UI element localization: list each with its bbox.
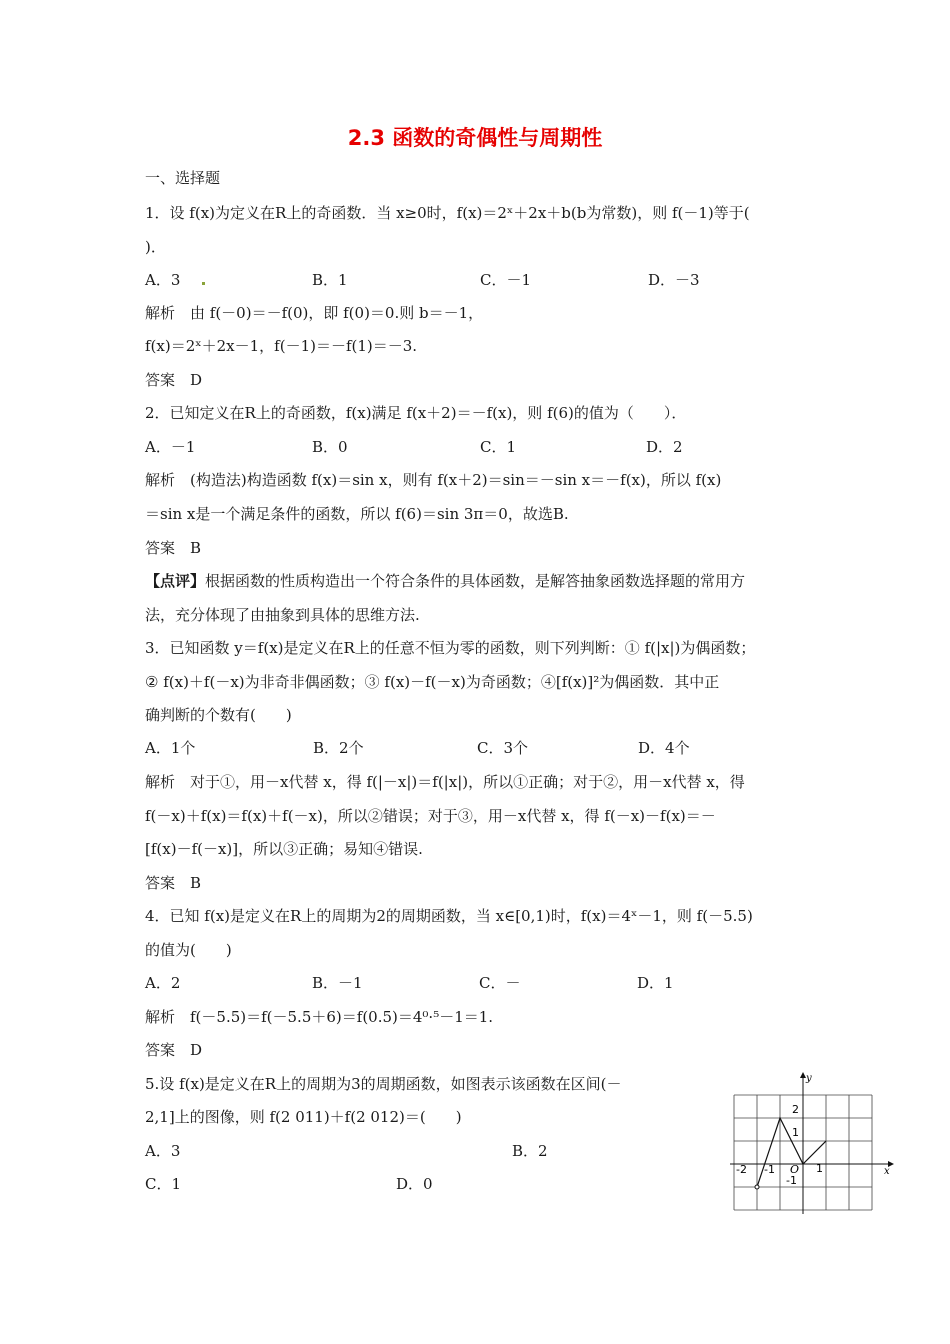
q5-stem-line2: 2,1]上的图像，则 f(2 011)＋f(2 012)＝( ) [145,1108,462,1126]
q3-stem-line1: 3．已知函数 y＝f(x)是定义在R上的任意不恒为零的函数，则下列判断：① f(|x|)为偶函数； [145,639,756,657]
q1-option-b: B．1 [312,271,348,289]
q2-comment-line2: 法，充分体现了由抽象到具体的思维方法. [145,606,420,624]
q4-stem-line1: 4．已知 f(x)是定义在R上的周期为2的周期函数，当 x∈[0,1)时，f(x)＝4ˣ－1，则 f(－5.5) [145,907,753,925]
q2-option-a: A．－1 [145,438,196,456]
y-tick-neg1: -1 [786,1174,797,1187]
q2-answer: 答案 B [145,539,202,557]
origin-label: O [790,1163,800,1176]
y-tick-1: 1 [792,1126,799,1139]
q3-option-a: A．1个 [145,739,196,757]
q1-stem-line2: )． [145,238,166,256]
x-tick-neg2: -2 [736,1163,747,1176]
q3-stem-line2: ② f(x)＋f(－x)为非奇非偶函数；③ f(x)－f(－x)为奇函数；④[f(x)]²为偶函数．其中正 [145,673,720,691]
q4-solution: 解析 f(－5.5)＝f(－5.5＋6)＝f(0.5)＝4⁰·⁵－1＝1. [145,1008,494,1026]
x-tick-neg1: -1 [764,1163,775,1176]
page-title: 2.3 函数的奇偶性与周期性 [347,126,603,150]
q5-option-a: A．3 [145,1142,181,1160]
section-heading: 一、选择题 [145,169,221,187]
q3-answer: 答案 B [145,874,202,892]
q1-option-c: C．－1 [480,271,532,289]
q3-solution-line2: f(－x)＋f(x)＝f(x)＋f(－x)，所以②错误；对于③，用－x代替 x，得 f(－x)－f(x)＝－ [145,807,716,825]
q5-option-d: D．0 [396,1175,433,1193]
q2-option-c: C．1 [480,438,517,456]
y-axis-label: y [806,1073,812,1084]
q2-option-d: D．2 [646,438,683,456]
q2-option-b: B．0 [312,438,348,456]
q2-stem: 2．已知定义在R上的奇函数，f(x)满足 f(x＋2)＝－f(x)，则 f(6)的值为（ ）． [145,404,687,422]
q2-solution-line1: 解析 (构造法)构造函数 f(x)＝sin x，则有 f(x＋2)＝sin＝－sin x＝－f(x)，所以 f(x) [145,471,722,489]
q3-option-c: C．3个 [477,739,529,757]
q5-option-c: C．1 [145,1175,182,1193]
y-tick-2: 2 [792,1103,799,1116]
q3-solution-line3: [f(x)－f(－x)]，所以③正确；易知④错误. [145,840,423,858]
q4-stem-line2: 的值为( ) [145,941,232,959]
q3-stem-line3: 确判断的个数有( ) [145,706,292,724]
q2-solution-line2: ＝sin x是一个满足条件的函数，所以 f(6)＝sin 3π＝0，故选B. [145,505,569,523]
comment-tag: 【点评】 [145,572,206,590]
x-tick-1: 1 [816,1162,823,1175]
q1-solution-line1: 解析 由 f(－0)＝－f(0)，即 f(0)＝0.则 b＝－1， [145,304,484,322]
x-axis-label: x [884,1166,890,1177]
q3-option-b: B．2个 [313,739,364,757]
q2-comment-line1 [145,571,745,591]
q3-option-d: D．4个 [638,739,690,757]
q5-option-b: B．2 [512,1142,548,1160]
q4-option-b: B．－1 [312,974,363,992]
q4-answer: 答案 D [145,1041,203,1059]
q5-stem-line1: 5.设 f(x)是定义在R上的周期为3的周期函数，如图表示该函数在区间(－ [145,1075,622,1093]
q1-option-a: A．3 [145,271,181,289]
endpoint-open-circle [755,1185,759,1189]
q4-option-d: D．1 [637,974,674,992]
comment-text: 根据函数的性质构造出一个符合条件的具体函数，是解答抽象函数选择题的常用方 [205,572,746,590]
q1-answer: 答案 D [145,371,203,389]
q1-solution-line2: f(x)＝2ˣ＋2x－1，f(－1)＝－f(1)＝－3. [145,337,418,355]
q1-stem-line1: 1．设 f(x)为定义在R上的奇函数．当 x≥0时，f(x)＝2ˣ＋2x＋b(b为常数)，则 f(－1)等于( [145,204,750,222]
q4-option-c: C．－ [479,974,521,992]
function-graph [728,1070,898,1215]
q1-option-d: D．－3 [648,271,700,289]
q3-solution-line1: 解析 对于①，用－x代替 x，得 f(|－x|)＝f(|x|)，所以①正确；对于②，用－x代替 x，得 [145,773,745,791]
decorative-dot [202,282,205,285]
q4-option-a: A．2 [145,974,181,992]
